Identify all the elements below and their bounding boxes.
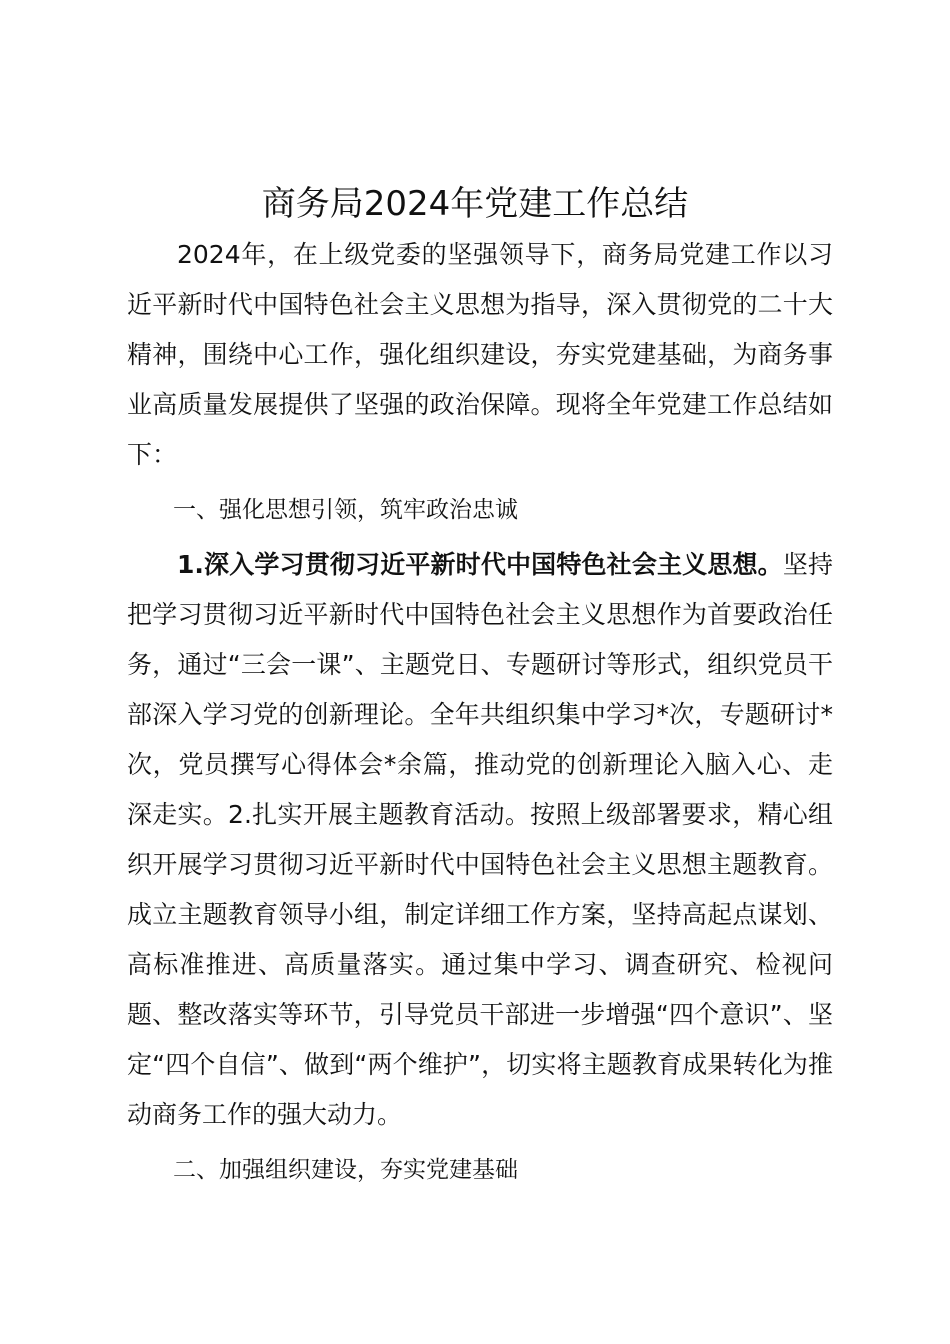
section-1-heading: 一、强化思想引领，筑牢政治忠诚 <box>173 497 518 523</box>
document-body <box>127 230 833 1200</box>
document-title: 商务局2024年党建工作总结 <box>261 184 689 224</box>
section-1-paragraph <box>127 540 833 1140</box>
section-1-body: 坚持把学习贯彻习近平新时代中国特色社会主义思想作为首要政治任务，通过“三会一课”、主题党日、专题研讨等形式，组织党员干部深入学习党的创新理论。全年共组织集中学习*次，专题研讨*次，党员撰写心得体会*余篇，推动党的创新理论入脑入心、走深走实。2.扎实开展主题教育活动。按照上级部署要求，精心组织开展学习贯彻习近平新时代中国特色社会主义思想主题教育。成立主题教育领导小组，制定详细工作方案，坚持高起点谋划、高标准推进、高质量落实。通过集中学习、调查研究、检视问题、整改落实等环节，引导党员干部进一步增强“四个意识”、坚定“四个自信”、做到“两个维护”，切实将主题教育成果转化为推动商务工作的强大动力。 <box>127 550 833 1129</box>
section-1-lead: 1.深入学习贯彻习近平新时代中国特色社会主义思想。 <box>177 550 783 579</box>
section-2-heading: 二、加强组织建设，夯实党建基础 <box>173 1157 518 1183</box>
intro-paragraph: 2024年，在上级党委的坚强领导下，商务局党建工作以习近平新时代中国特色社会主义思想为指导，深入贯彻党的二十大精神，围绕中心工作，强化组织建设，夯实党建基础，为商务事业高质量发展提供了坚强的政治保障。现将全年党建工作总结如下： <box>127 240 833 469</box>
